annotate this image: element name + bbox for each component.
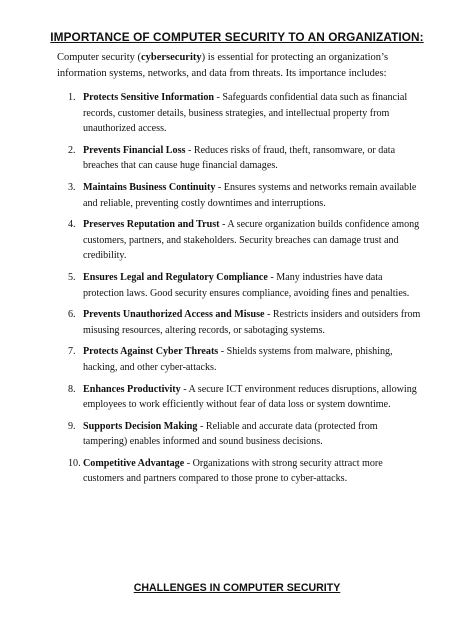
list-item	[57, 90, 423, 137]
list-item-number: 7.	[68, 346, 76, 358]
list-item	[57, 382, 423, 413]
intro-text-start: Computer security (	[57, 52, 141, 63]
list-item-heading: Enhances Productivity	[83, 383, 181, 395]
intro-paragraph	[57, 50, 437, 81]
intro-bold-term: cybersecurity	[140, 52, 202, 63]
list-item	[57, 344, 423, 375]
list-item-text: - Ensures systems and networks remain available and reliable, preventing costly downtimes and interruptions.	[83, 181, 417, 209]
next-section-title: CHALLENGES IN COMPUTER SECURITY	[133, 582, 341, 594]
list-item	[57, 456, 423, 487]
list-item-heading: Protects Sensitive Information	[83, 92, 215, 103]
document-title: IMPORTANCE OF COMPUTER SECURITY TO AN ORGANIZATION:	[50, 30, 424, 44]
list-item-text: - Shields systems from malware, phishing, hacking, and other cyber-attacks.	[83, 346, 393, 373]
list-item	[57, 143, 423, 174]
list-item-number: 2.	[68, 144, 76, 156]
list-item	[57, 419, 423, 450]
list-item-number: 1.	[68, 92, 76, 103]
importance-list	[57, 90, 423, 493]
list-item-text: - Safeguards confidential data such as financial records, customer details, business strategies, and intellectual property from unauthorized access.	[83, 92, 408, 135]
list-item	[57, 270, 423, 301]
list-item-text: - Reduces risks of fraud, theft, ransomware, or data breaches that can cause huge financial damages.	[83, 144, 396, 172]
list-item-number: 3.	[68, 181, 76, 193]
list-item-heading: Competitive Advantage	[83, 457, 185, 469]
list-item-number: 5.	[68, 271, 76, 283]
list-item-text: - Reliable and accurate data (protected from tampering) enables informed and sound business decisions.	[83, 420, 378, 448]
list-item-text: - Restricts insiders and outsiders from misusing resources, altering records, or sabotaging systems.	[83, 309, 421, 336]
list-item-text: - A secure organization builds confidence among customers, partners, and stakeholders. Security breaches can damage trust and credibility.	[83, 219, 420, 262]
list-item-heading: Preserves Reputation and Trust	[83, 219, 220, 231]
list-item	[57, 217, 423, 264]
list-item-number: 4.	[68, 219, 76, 231]
list-item-heading: Maintains Business Continuity	[83, 181, 216, 193]
list-item-text: - Many industries have data protection laws. Good security ensures compliance, avoiding fines and penalties.	[83, 271, 410, 299]
list-item-heading: Supports Decision Making	[83, 420, 198, 432]
list-item-heading: Prevents Financial Loss	[83, 144, 186, 156]
list-item-number: 9.	[68, 420, 76, 432]
list-item-number: 8.	[68, 383, 76, 395]
list-item-text: - Organizations with strong security attract more customers and partners compared to those prone to cyber-attacks.	[83, 457, 383, 485]
list-item-number: 6.	[68, 309, 76, 321]
list-item-text: - A secure ICT environment reduces disruptions, allowing employees to work efficiently without fear of data loss or system downtime.	[83, 383, 417, 411]
list-item-heading: Ensures Legal and Regulatory Compliance	[83, 271, 268, 283]
intro-text-end: ) is essential for protecting an organization’s information systems, networks, and data from threats. Its importance includes:	[57, 52, 389, 79]
list-item-number: 10.	[68, 457, 81, 469]
list-item-heading: Protects Against Cyber Threats	[83, 346, 219, 358]
list-item	[57, 180, 423, 211]
list-item-heading: Prevents Unauthorized Access and Misuse	[83, 309, 265, 321]
list-item	[57, 307, 423, 338]
